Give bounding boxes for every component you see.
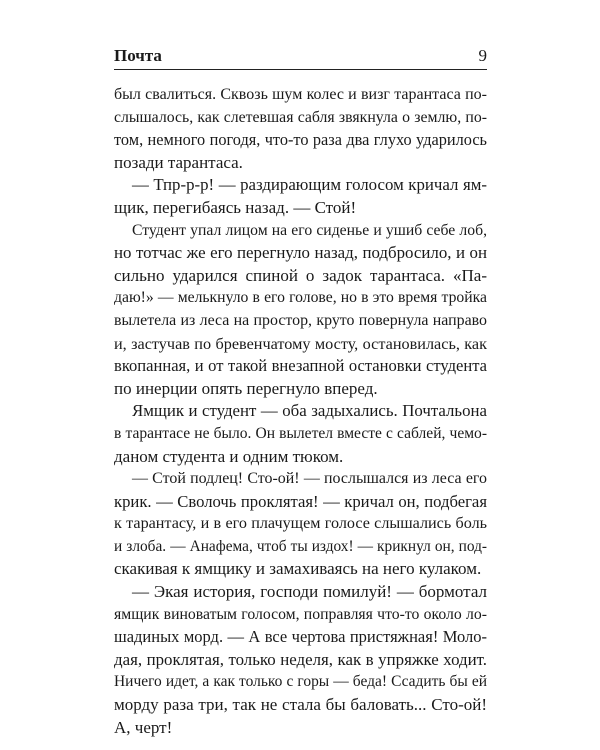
text-line: и злоба. — Анафема, чтоб ты издох! — крикнул он, под- — [114, 537, 487, 555]
running-header — [114, 44, 487, 68]
text-line: вкопанная, и от такой внезапной остановки студента — [114, 356, 487, 376]
page-number: 9 — [478, 46, 487, 65]
text-line: дая, проклятая, только неделя, как в упряжке ходит. — [114, 649, 487, 669]
text-line: А, черт! — [114, 717, 173, 737]
text-line: позади тарантаса. — [114, 152, 243, 172]
text-line: — Стой подлец! Сто-ой! — послышался из леса его — [132, 470, 487, 488]
text-line: к тарантасу, и в его плачущем голосе слышались боль — [114, 515, 487, 533]
text-line: в тарантасе не было. Он вылетел вместе с саблей, чемо- — [114, 424, 487, 442]
text-line: морду раза три, так не стала бы баловать... Сто-ой! — [114, 695, 487, 715]
text-line: даном студента и одним тюком. — [114, 446, 344, 466]
text-line: по инерции опять перегнуло вперед. — [114, 378, 378, 398]
text-line: — Тпр-р-р! — раздирающим голосом кричал ям- — [132, 175, 487, 195]
text-line: Ничего идет, а как только с горы — беда! Ссадить бы ей — [114, 673, 487, 691]
text-line: и, застучав по бревенчатому мосту, остановилась, как — [114, 334, 487, 353]
text-line: но тотчас же его перегнуло назад, подбросило, и он — [114, 243, 487, 263]
text-line: вылетела из леса на простор, круто повернула направо — [114, 311, 487, 329]
text-line: даю!» — мелькнуло в его голове, но в это время тройка — [114, 289, 487, 307]
text-line: Студент упал лицом на его сиденье и ушиб себе лоб, — [132, 221, 487, 239]
text-line: ямщик виноватым голосом, поправляя что-то около ло- — [114, 605, 487, 623]
text-line: том, немного погодя, что-то раза два глухо ударилось — [114, 130, 487, 150]
chapter-title: Почта — [114, 46, 162, 65]
text-line: крик. — Сволочь проклятая! — кричал он, подбегая — [114, 491, 487, 511]
header-rule — [114, 69, 487, 70]
text-line: скакивая к ямщику и замахиваясь на него кулаком. — [114, 559, 482, 579]
text-line: Ямщик и студент — оба задыхались. Почтальона — [132, 401, 487, 421]
text-line: — Экая история, господи помилуй! — бормотал — [132, 582, 487, 602]
text-line: шадиных морд. — А все чертова пристяжная! Моло- — [114, 627, 487, 647]
text-line: был свалиться. Сквозь шум колес и визг тарантаса по- — [114, 86, 487, 103]
body-text — [114, 84, 487, 739]
text-line: сильно ударился спиной о задок тарантаса. «Па- — [114, 265, 487, 285]
text-line: слышалось, как слетевшая сабля звякнула о землю, по- — [114, 108, 487, 126]
text-line: щик, перегибаясь назад. — Стой! — [114, 197, 357, 217]
